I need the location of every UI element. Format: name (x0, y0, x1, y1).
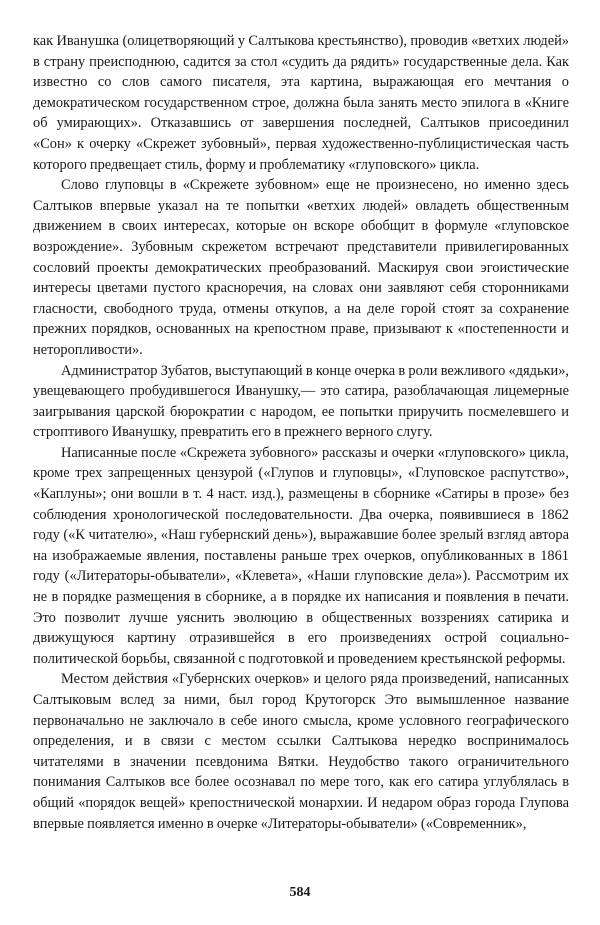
paragraph-1: как Иванушка (олицетворяющий у Салтыкова крестьянство), проводив «ветхих людей» в страну преисподнюю, садится за стол «судить да рядить» государственные дела. Как известно со слов самого писателя, эта картина, выражающая его мечтания о демократическом государственном строе, должна была занять место эпилога в «Книге об умирающих». Отказавшись от завершения последней, Салтыков присоединил «Сон» к очерку «Скрежет зубовный», первая художественно-публицистическая часть которого предвещает стиль, форму и проблематику «глуповского» цикла. (33, 33, 569, 173)
page-number: 584 (289, 885, 311, 900)
paragraph-4: Написанные после «Скрежета зубовного» рассказы и очерки «глуповского» цикла, кроме трех запрещенных цензурой («Глупов и глуповцы», «Глуповское распутство», «Каплуны»; они вошли в т. 4 наст. изд.), размещены в сборнике «Сатиры в прозе» без соблюдения хронологической последовательности. Два очерка, появившиеся в 1862 году («К читателю», «Наш губернский день»), выражавшие более зрелый взгляд автора на изображаемые явления, поставлены раньше трех очерков, опубликованных в 1861 году («Литераторы-обыватели», «Клевета», «Наши глуповские дела»). Рассмотрим их не в порядке размещения в сборнике, а в порядке их написания и появления в печати. Это позволит лучше уяснить эволюцию в общественных воззрениях сатирика и движущуюся картину отразившейся в его произведениях острой социально-политической борьбы, связанной с подготовкой и проведением крестьянской реформы. (33, 444, 569, 667)
paragraph-5: Местом действия «Губернских очерков» и целого ряда произведений, написанных Салтыковым вслед за ними, был город Крутогорск Это вымышленное название первоначально не заключало в себе иного смысла, кроме условного географического определения, и в связи с местом ссылки Салтыкова нередко воспринималось читателями в значении псевдонима Вятки. Неудобство такого ограничительного понимания Салтыков все более осознавал по мере того, как его сатира углублялась в общий «порядок вещей» крепостнической монархии. И недаром образ города Глупова впервые появляется именно в очерке «Литераторы-обыватели» («Современник», (33, 671, 569, 832)
paragraph-3: Администратор Зубатов, выступающий в конце очерка в роли вежливого «дядьки», увещевающего пробудившегося Иванушку,— это сатира, разоблачающая лицемерные заигрывания царской бюрократии с народом, ее попытки приручить посмелевшего и строптивого Иванушку, превратить его в прежнего верного слугу. (33, 362, 569, 441)
paragraph-2: Слово глуповцы в «Скрежете зубовном» еще не произнесено, но именно здесь Салтыков впервые указал на те попытки «ветхих людей» овладеть общественным движением в своих интересах, которые он вскоре обобщит в формуле «глуповское возрождение». Зубовным скрежетом встречают представители привилегированных сословий проекты демократических преобразований. Маскируя свои эгоистические интересы цветами пустого красноречия, на словах они заявляют себя сторонниками гласности, свободного труда, отмены откупов, а на деле горой стоят за сохранение прежних порядков, основанных на крепостном праве, призывают к «постепенности и неторопливости». (33, 177, 569, 358)
